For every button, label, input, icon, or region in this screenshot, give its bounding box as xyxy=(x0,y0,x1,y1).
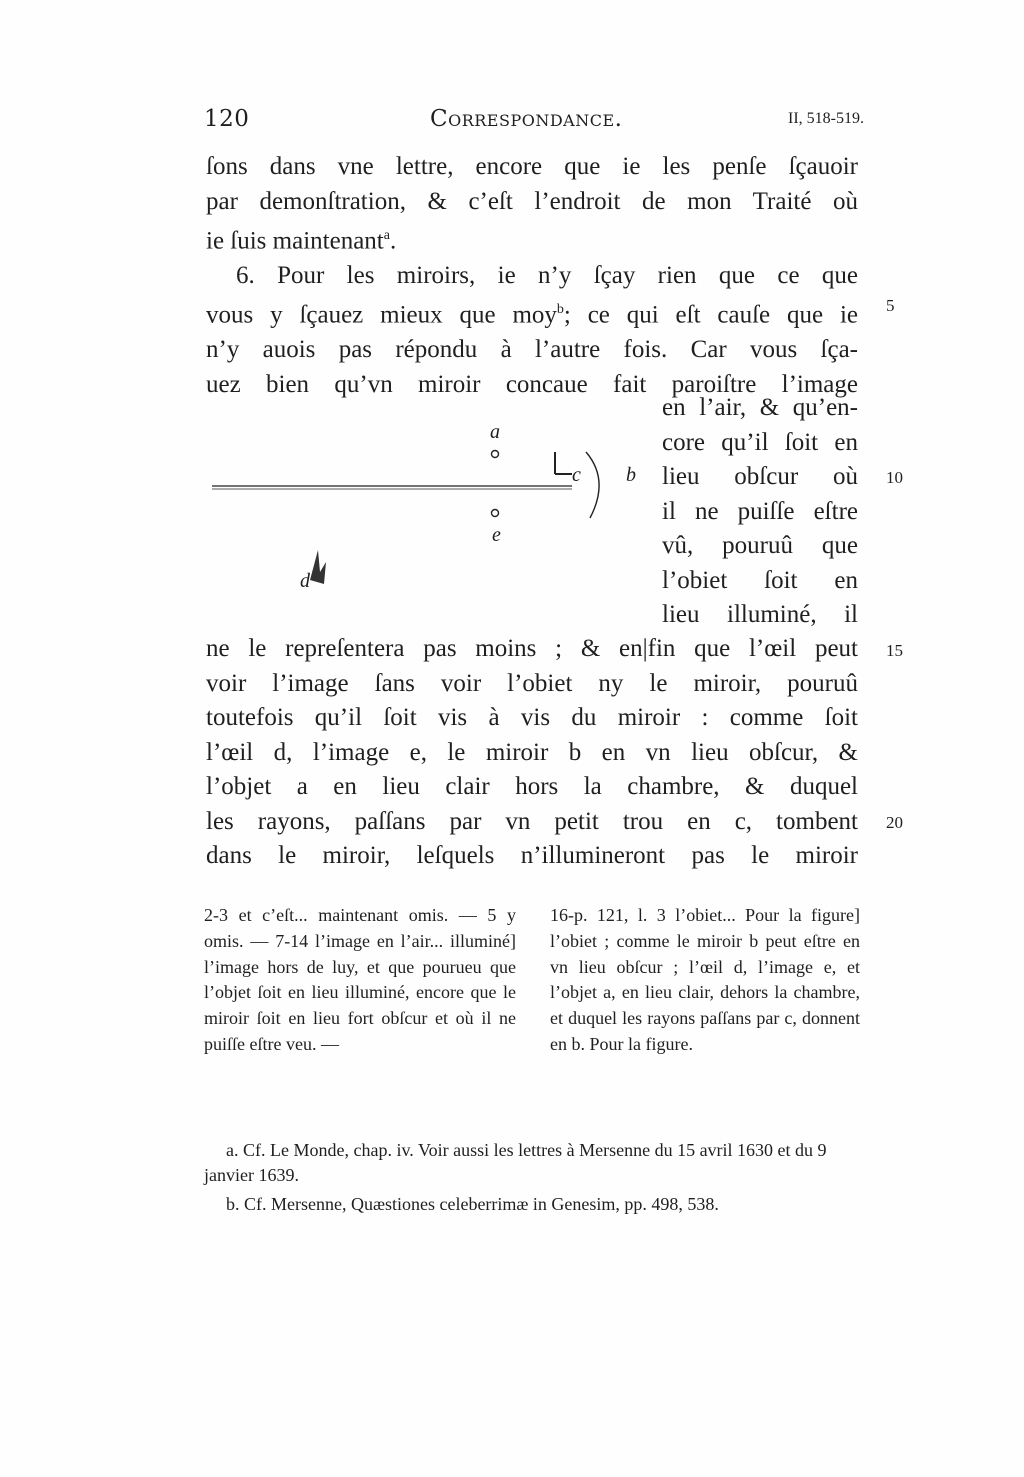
label-b: b xyxy=(626,464,636,486)
label-d: d xyxy=(300,570,310,592)
line-number-15: 15 xyxy=(886,641,903,660)
text-punct: . xyxy=(389,227,397,255)
side-line: l’obiet ſoit en xyxy=(662,566,858,594)
diagram-svg xyxy=(206,412,646,637)
text-line: par demonſtration, & c’eſt l’endroit de mon Traité où xyxy=(206,187,858,215)
page-number: 120 xyxy=(204,106,250,132)
text-beside-figure xyxy=(662,391,858,633)
side-line: core qu’il ſoit en xyxy=(662,428,858,456)
side-line: en l’air, & qu’en- xyxy=(662,394,858,421)
text-line: n’y auois pas répondu à l’autre fois. Car vous ſça- xyxy=(206,336,858,364)
image-point xyxy=(492,510,499,517)
line-number-20: 20 xyxy=(886,813,903,832)
text-line-tail: ; ce qui eſt cauſe que ie xyxy=(563,301,858,329)
footnote-b: b. Cf. Mersenne, Quæstiones celeberrimæ in Genesim, pp. 498, 538. xyxy=(226,1194,719,1214)
line-number-10: 10 xyxy=(886,468,903,487)
label-e: e xyxy=(492,524,501,546)
footnote-ref-b[interactable]: b xyxy=(556,302,564,318)
text-line xyxy=(206,219,858,259)
running-reference: II, 518-519. xyxy=(788,110,864,127)
mirror-diagram xyxy=(206,412,646,637)
eye-sketch xyxy=(310,550,326,584)
side-line: lieu obſcur où xyxy=(662,463,858,490)
footnote-a: a. Cf. Le Monde, chap. iv. Voir aussi les lettres à Mersenne du 15 avril 1630 et du 9 janvier 1639. xyxy=(204,1140,827,1185)
object-point xyxy=(492,451,499,458)
text-line: ſons dans vne lettre, encore que ie les penſe ſçauoir xyxy=(206,153,858,180)
running-title: Correspondance. xyxy=(430,106,623,132)
variant-notes-left: 2-3 et c’eſt... maintenant omis. — 5 y omis. — 7-14 l’image en l’air... illuminé] l’image hors de luy, et que pourueu que l’objet ſoit en lieu illuminé, encore que le miroir ſoit en lieu fort obſcur et où il ne puiſſe eſtre veu. — xyxy=(204,905,516,1054)
text-line: dans le miroir, leſquels n’illumineront pas le miroir xyxy=(206,842,858,869)
text-line-content: vous y ſçauez mieux que moy xyxy=(206,301,557,329)
footnote-ref-a[interactable]: a xyxy=(383,228,390,243)
text-line: uez bien qu’vn miroir concaue fait paroiſtre l’image xyxy=(206,370,858,398)
text-line: l’œil d, l’image e, le miroir b en vn lieu obſcur, & xyxy=(206,738,858,766)
text-line: 6. Pour les miroirs, ie n’y ſçay rien que ce que xyxy=(236,261,858,289)
text-line-content: ie ſuis maintenant xyxy=(206,227,384,255)
side-line: lieu illuminé, il xyxy=(662,601,858,628)
side-line: vû, pouruû que xyxy=(662,532,858,559)
text-line: les rayons, paſſans par vn petit trou en c, tombent xyxy=(206,807,858,835)
text-line: l’objet a en lieu clair hors la chambre, & duquel xyxy=(206,773,858,800)
line-number-5: 5 xyxy=(886,296,895,315)
footnotes xyxy=(204,1138,864,1217)
text-line xyxy=(206,293,858,333)
label-a: a xyxy=(490,421,500,443)
main-text-bottom xyxy=(206,632,858,874)
text-line: ne le repreſentera pas moins ; & en|fin que l’œil peut xyxy=(206,635,858,662)
text-line: voir l’image ſans voir l’obiet ny le miroir, pouruû xyxy=(206,669,858,697)
separator xyxy=(206,886,858,887)
side-line: il ne puiſſe eſtre xyxy=(662,497,858,525)
text-line: toutefois qu’il ſoit vis à vis du miroir : comme ſoit xyxy=(206,704,858,731)
concave-mirror xyxy=(586,452,599,518)
main-text-top xyxy=(206,150,858,402)
variant-notes-right: 16-p. 121, l. 3 l’obiet... Pour la figure] l’obiet ; comme le miroir b peut eſtre en vn lieu obſcur ; l’œil d, l’image e, et l’objet a, en lieu clair, dehors la chambre, et duquel les rayons paſſans par c, donnent en b. Pour la figure. xyxy=(550,905,860,1054)
label-c: c xyxy=(572,464,581,486)
